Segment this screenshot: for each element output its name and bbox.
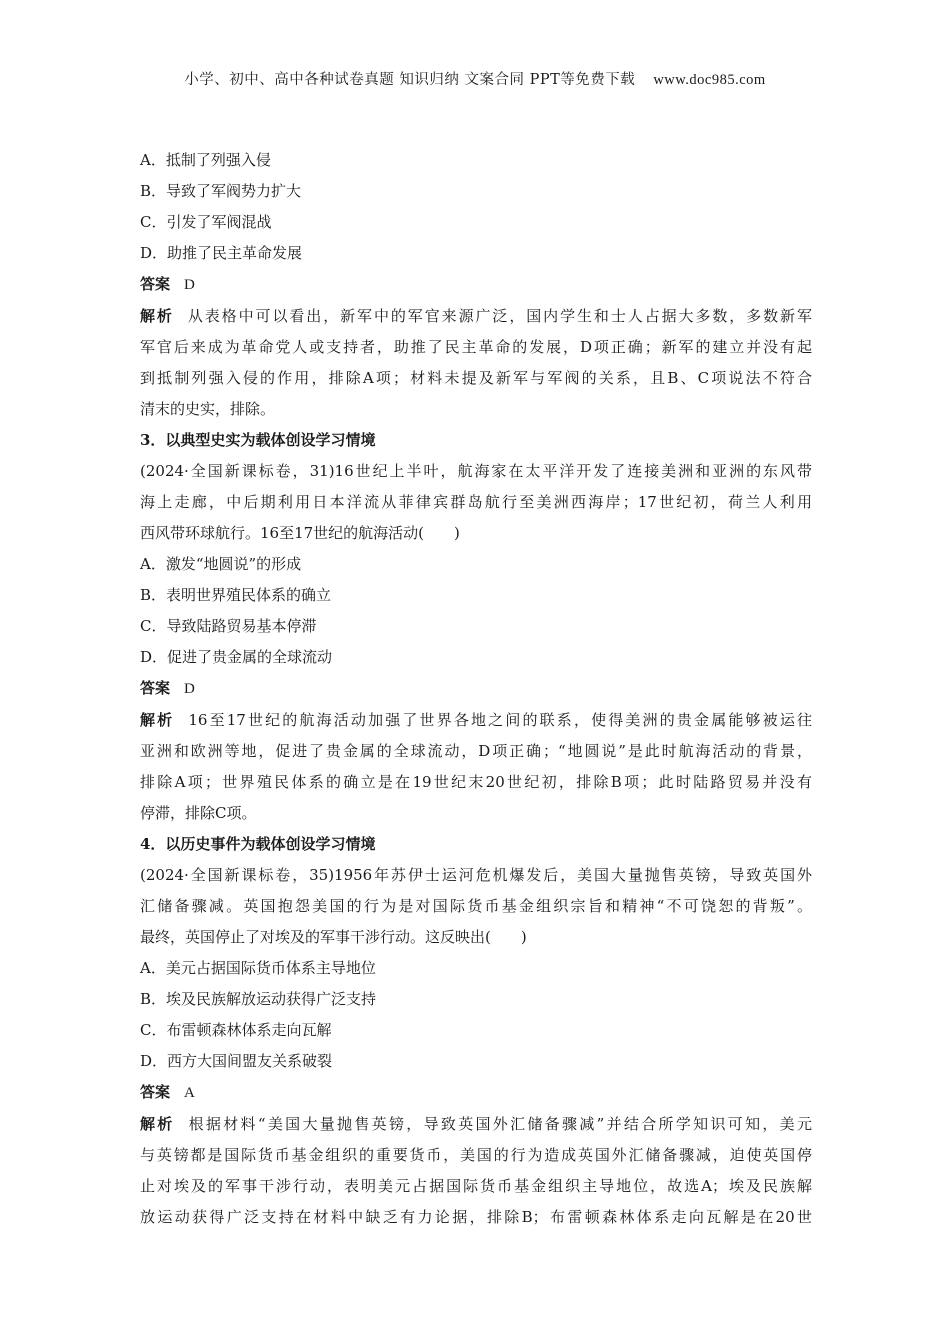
stem-line: 西风带环球航行。16至17世纪的航海活动( ) xyxy=(140,524,460,542)
option-b: B．表明世界殖民体系的确立 xyxy=(140,586,332,604)
q3-answer xyxy=(140,673,812,705)
answer-value: D xyxy=(184,681,195,697)
stem-line: (2024·全国新课标卷，35)1956年苏伊士运河危机爆发后，美国大量抛售英镑，导致英国外 xyxy=(140,866,812,884)
analysis-line: 军官后来成为革命党人或支持者，助推了民主革命的发展，D项正确；新军的建立并没有起 xyxy=(140,338,812,356)
header-site: www.doc985.com xyxy=(653,72,766,88)
answer-label: 答案 xyxy=(140,1083,171,1101)
q4-heading: 4．以历史事件为载体创设学习情境 xyxy=(140,835,376,853)
q3-heading: 3．以典型史实为载体创设学习情境 xyxy=(140,431,376,449)
option-c: C．导致陆路贸易基本停滞 xyxy=(140,617,317,635)
answer-label: 答案 xyxy=(140,679,171,697)
analysis-line: 从表格中可以看出，新军中的军官来源广泛，国内学生和士人占据大多数，多数新军 xyxy=(187,307,812,325)
option-a: A．抵制了列强入侵 xyxy=(140,151,271,169)
stem-line: (2024·全国新课标卷，31)16世纪上半叶，航海家在太平洋开发了连接美洲和亚洲的东风带 xyxy=(140,462,812,480)
option-c: C．引发了军阀混战 xyxy=(140,213,272,231)
q2-options xyxy=(140,145,812,269)
option-d: D．促进了贵金属的全球流动 xyxy=(140,648,333,666)
analysis-line: 16至17世纪的航海活动加强了世界各地之间的联系，使得美洲的贵金属能够被运往 xyxy=(188,711,812,729)
analysis-line: 根据材料“美国大量抛售英镑，导致英国外汇储备骤减”并结合所学知识可知，美元 xyxy=(188,1115,812,1133)
q2-answer xyxy=(140,269,812,301)
analysis-label: 解析 xyxy=(140,1115,175,1133)
header-text: 小学、初中、高中各种试卷真题 知识归纳 文案合同 PPT等免费下载 xyxy=(184,72,636,88)
q4-analysis xyxy=(140,1109,812,1233)
option-b: B．导致了军阀势力扩大 xyxy=(140,182,302,200)
option-d: D．助推了民主革命发展 xyxy=(140,244,303,262)
analysis-line: 止对埃及的军事干涉行动，表明美元占据国际货币基金组织主导地位，故选A；埃及民族解 xyxy=(140,1177,812,1195)
option-d: D．西方大国间盟友关系破裂 xyxy=(140,1052,333,1070)
answer-value: D xyxy=(184,277,195,293)
option-b: B．埃及民族解放运动获得广泛支持 xyxy=(140,990,377,1008)
answer-value: A xyxy=(184,1085,195,1101)
q4-answer xyxy=(140,1077,812,1109)
stem-line: 海上走廊，中后期利用日本洋流从菲律宾群岛航行至美洲西海岸；17世纪初，荷兰人利用 xyxy=(140,493,812,511)
document-body xyxy=(140,145,812,1233)
q2-analysis xyxy=(140,301,812,425)
analysis-line: 与英镑都是国际货币基金组织的重要货币，美国的行为造成英国外汇储备骤减，迫使英国停 xyxy=(140,1146,812,1164)
q3-analysis xyxy=(140,705,812,829)
analysis-line: 放运动获得广泛支持在材料中缺乏有力论据，排除B；布雷顿森林体系走向瓦解是在20世 xyxy=(140,1208,812,1226)
analysis-line: 到抵制列强入侵的作用，排除A项；材料未提及新军与军阀的关系，且B、C项说法不符合 xyxy=(140,369,812,387)
option-c: C．布雷顿森林体系走向瓦解 xyxy=(140,1021,332,1039)
analysis-line: 停滞，排除C项。 xyxy=(140,804,257,822)
analysis-label: 解析 xyxy=(140,711,175,729)
analysis-line: 排除A项；世界殖民体系的确立是在19世纪末20世纪初，排除B项；此时陆路贸易并没有 xyxy=(140,773,812,791)
q3-stem xyxy=(140,456,812,549)
stem-line: 汇储备骤减。英国抱怨美国的行为是对国际货币基金组织宗旨和精神“不可饶恕的背叛”。 xyxy=(140,897,812,915)
answer-label: 答案 xyxy=(140,275,171,293)
option-a: A．美元占据国际货币体系主导地位 xyxy=(140,959,376,977)
q4-stem xyxy=(140,860,812,953)
q4-options xyxy=(140,953,812,1077)
page-header xyxy=(0,68,950,89)
option-a: A．激发“地圆说”的形成 xyxy=(140,555,302,573)
analysis-line: 亚洲和欧洲等地，促进了贵金属的全球流动，D项正确；“地圆说”是此时航海活动的背景， xyxy=(140,742,812,760)
analysis-label: 解析 xyxy=(140,307,174,325)
stem-line: 最终，英国停止了对埃及的军事干涉行动。这反映出( ) xyxy=(140,928,527,946)
analysis-line: 清末的史实，排除。 xyxy=(140,400,276,418)
q3-options xyxy=(140,549,812,673)
